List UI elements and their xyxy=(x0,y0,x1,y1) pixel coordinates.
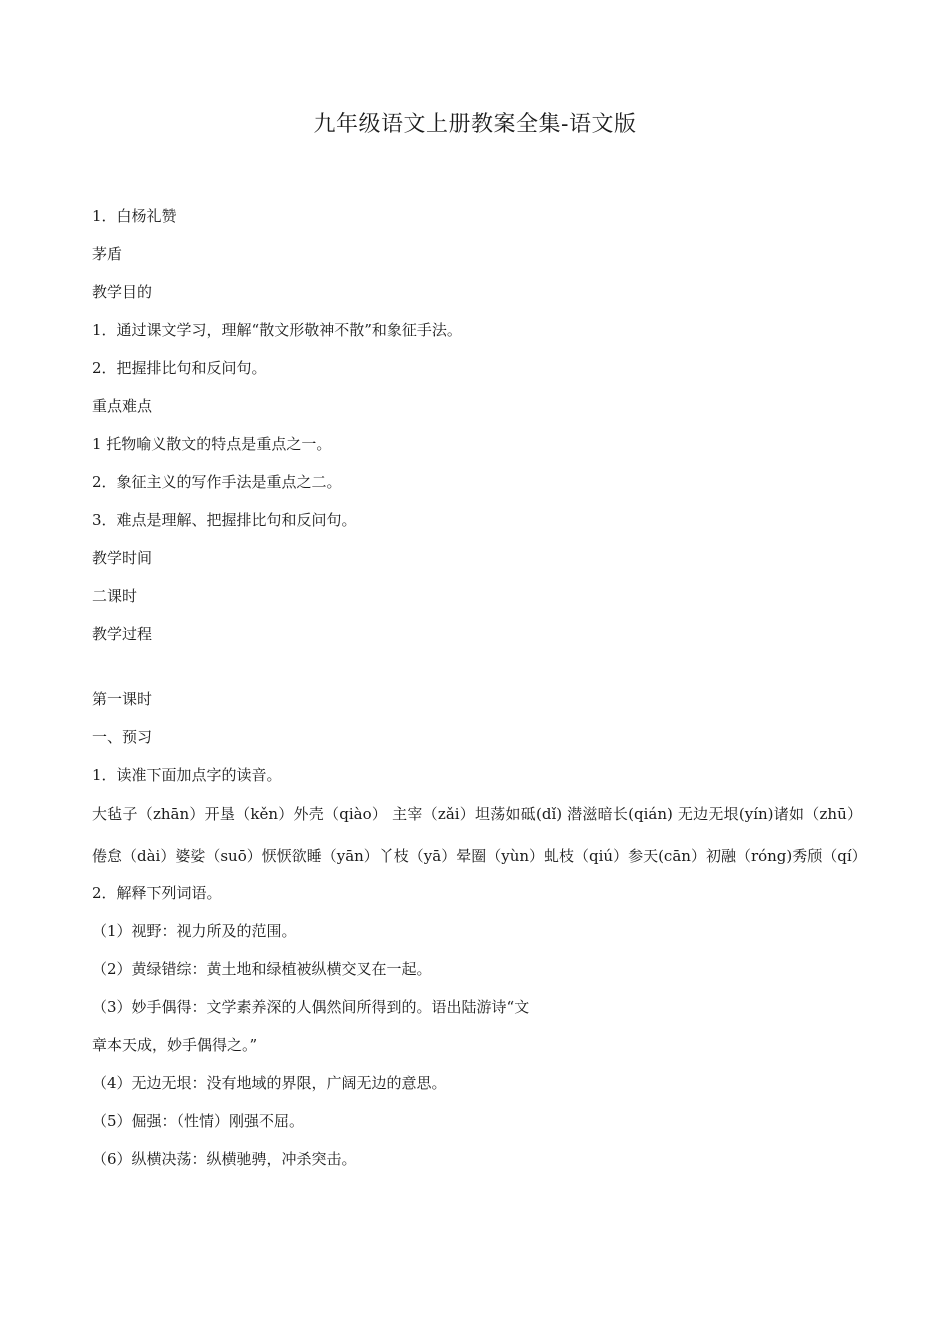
definition-line: 章本天成，妙手偶得之。” xyxy=(92,1036,258,1054)
text-line: 2．解释下列词语。 xyxy=(92,884,222,902)
section-heading-teaching-process: 教学过程 xyxy=(92,625,153,643)
section-heading-key-points: 重点难点 xyxy=(92,397,153,415)
text-line: 2．把握排比句和反问句。 xyxy=(92,359,267,377)
text-line: 2．象征主义的写作手法是重点之二。 xyxy=(92,473,342,491)
text-line: 1．通过课文学习，理解“散文形敬神不散”和象征手法。 xyxy=(92,321,462,339)
definition-line: （5）倔强：（性情）刚强不屈。 xyxy=(92,1112,305,1130)
text-line: 二课时 xyxy=(92,587,138,605)
spacer xyxy=(92,658,862,685)
section-heading-teaching-time: 教学时间 xyxy=(92,549,153,567)
pinyin-paragraph: 大毡子（zhān）开垦（kěn）外壳（qiào） 主宰（zǎi）坦荡如砥(dǐ) 潜滋暗长(qián) 无边无垠(yín)诸如（zhū）倦怠（dài）婆娑（suō）恹恹欲睡（yān）丫枝（yā）晕圈（yùn）虬枝（qiú）参天(cān）初融（róng)秀颀（qí） xyxy=(92,805,867,865)
subsection-heading: 一、预习 xyxy=(92,728,153,746)
definition-line: （6）纵横决荡：纵横驰骋，冲杀突击。 xyxy=(92,1150,357,1168)
author-line: 茅盾 xyxy=(92,245,123,263)
text-line: 1．读准下面加点字的读音。 xyxy=(92,766,282,784)
document-body xyxy=(92,202,867,1183)
definition-line: （1）视野：视力所及的范围。 xyxy=(92,922,297,940)
definition-line: （3）妙手偶得：文学素养深的人偶然间所得到的。语出陆游诗“文 xyxy=(92,998,530,1016)
text-line: 1 托物喻义散文的特点是重点之一。 xyxy=(92,435,332,453)
definition-line: （2）黄绿错综：黄土地和绿植被纵横交叉在一起。 xyxy=(92,960,432,978)
subsection-heading: 第一课时 xyxy=(92,690,153,708)
text-line: 3．难点是理解、把握排比句和反问句。 xyxy=(92,511,357,529)
definition-line: （4）无边无垠：没有地域的界限，广阔无边的意思。 xyxy=(92,1074,447,1092)
section-heading-teaching-goals: 教学目的 xyxy=(92,283,153,301)
document-title: 九年级语文上册教案全集-语文版 xyxy=(313,112,637,137)
lesson-heading: 1．白杨礼赞 xyxy=(92,207,177,225)
